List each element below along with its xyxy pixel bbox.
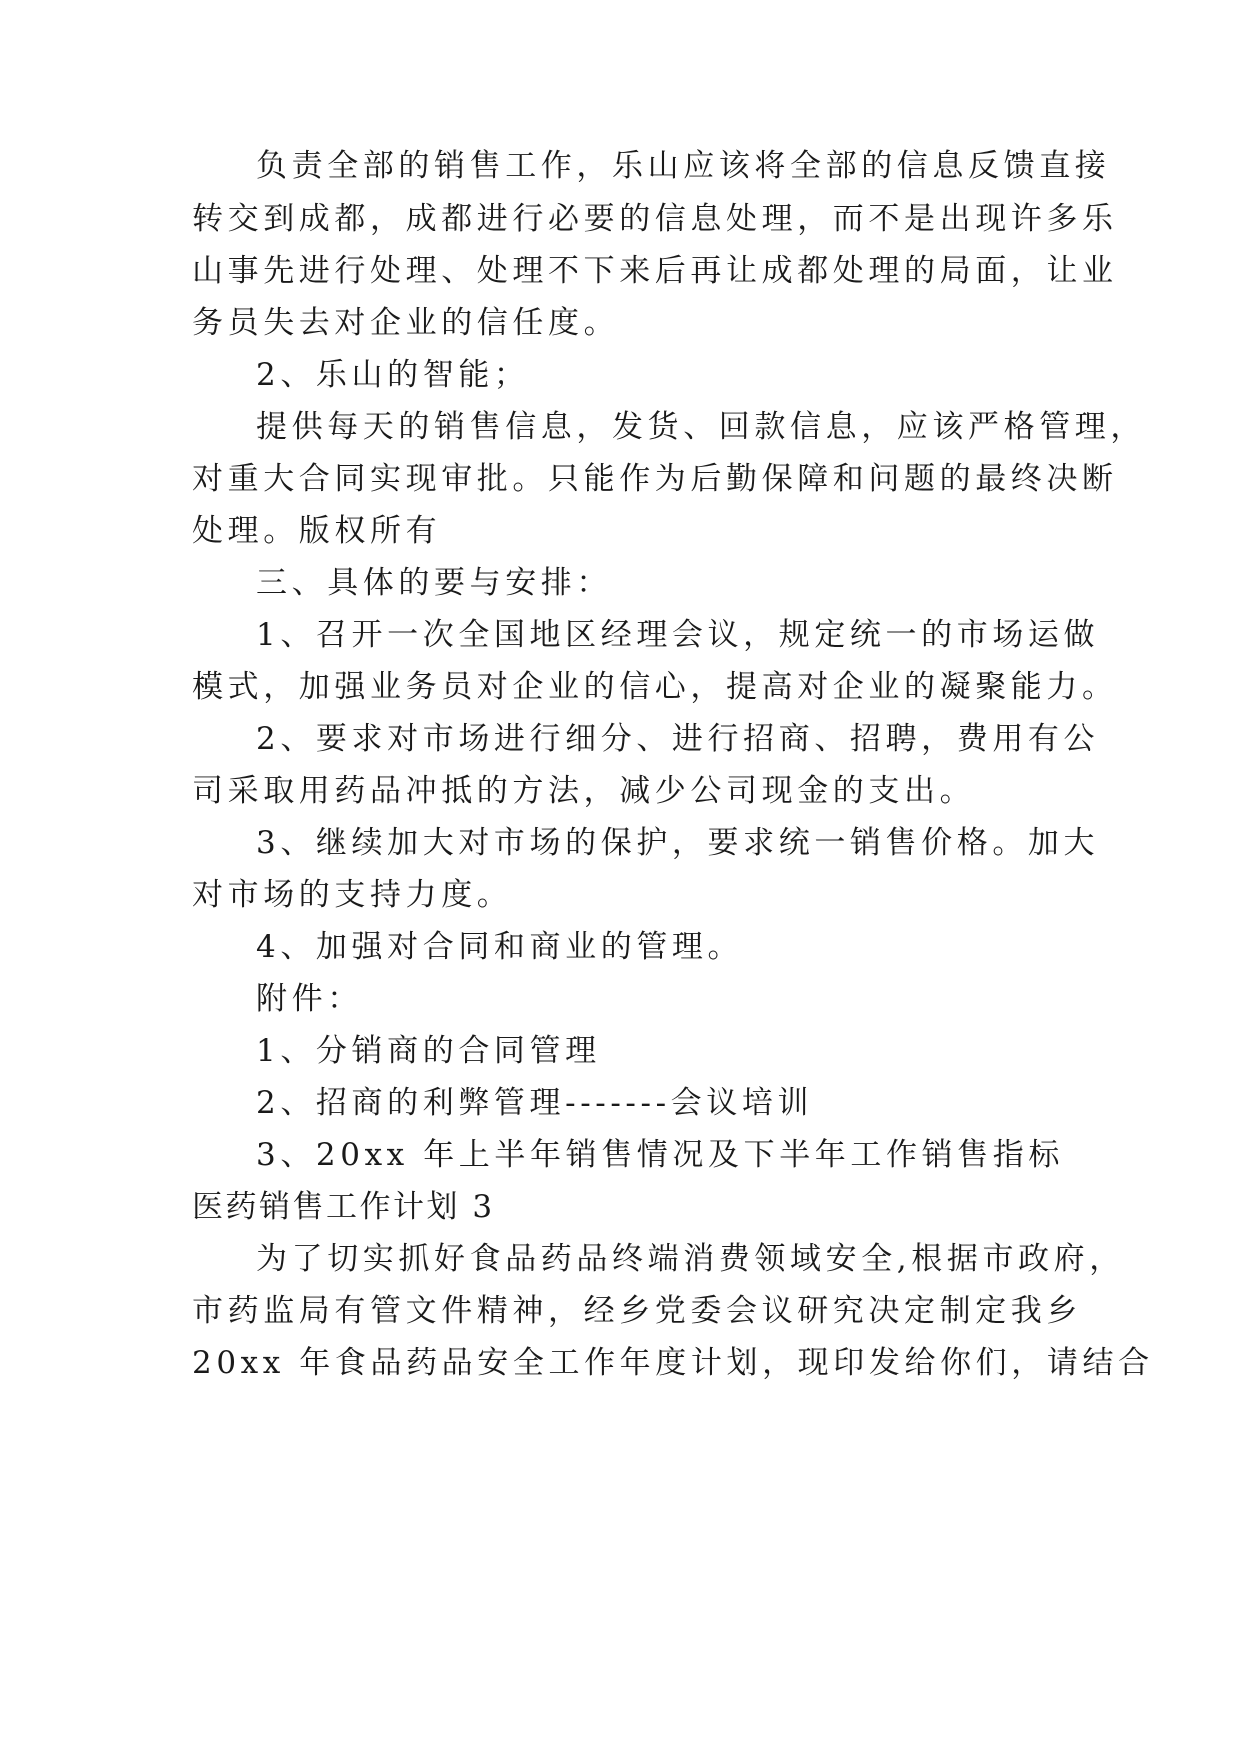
paragraph-line: 司采取用药品冲抵的方法，减少公司现金的支出。 [192, 773, 976, 809]
section-title: 医药销售工作计划 3 [192, 1189, 495, 1225]
paragraph-line: 2、要求对市场进行细分、进行招商、招聘，费用有公 [256, 721, 1100, 757]
paragraph-line: 模式，加强业务员对企业的信心，提高对企业的凝聚能力。 [192, 669, 1118, 705]
paragraph-line: 转交到成都，成都进行必要的信息处理，而不是出现许多乐 [192, 201, 1118, 237]
attachment-item: 3、20xx 年上半年销售情况及下半年工作销售指标 [256, 1137, 1064, 1173]
paragraph-line: 山事先进行处理、处理不下来后再让成都处理的局面，让业 [192, 253, 1118, 289]
paragraph-line: 对重大合同实现审批。只能作为后勤保障和问题的最终决断 [192, 461, 1118, 497]
paragraph-line: 2、乐山的智能； [256, 357, 530, 393]
attachment-item: 2、招商的利弊管理-------会议培训 [256, 1085, 814, 1121]
paragraph-line: 处理。版权所有 [192, 513, 442, 549]
paragraph-line: 提供每天的销售信息，发货、回款信息，应该严格管理， [256, 409, 1146, 445]
paragraph-line: 为了切实抓好食品药品终端消费领域安全,根据市政府， [256, 1241, 1125, 1277]
attachment-item: 1、分销商的合同管理 [256, 1033, 601, 1069]
paragraph-line: 务员失去对企业的信任度。 [192, 305, 620, 341]
paragraph-line: 市药监局有管文件精神，经乡党委会议研究决定制定我乡 [192, 1293, 1082, 1329]
section-heading: 三、具体的要与安排： [256, 565, 612, 601]
paragraph-line: 3、继续加大对市场的保护，要求统一销售价格。加大 [256, 825, 1100, 861]
paragraph-line: 4、加强对合同和商业的管理。 [256, 929, 744, 965]
paragraph-line: 负责全部的销售工作，乐山应该将全部的信息反馈直接 [256, 148, 1111, 184]
paragraph-line: 对市场的支持力度。 [192, 877, 513, 913]
paragraph-line: 1、召开一次全国地区经理会议，规定统一的市场运做 [256, 617, 1100, 653]
attachment-heading: 附件： [256, 981, 363, 1017]
paragraph-line: 20xx 年食品药品安全工作年度计划，现印发给你们，请结合 [192, 1345, 1154, 1381]
